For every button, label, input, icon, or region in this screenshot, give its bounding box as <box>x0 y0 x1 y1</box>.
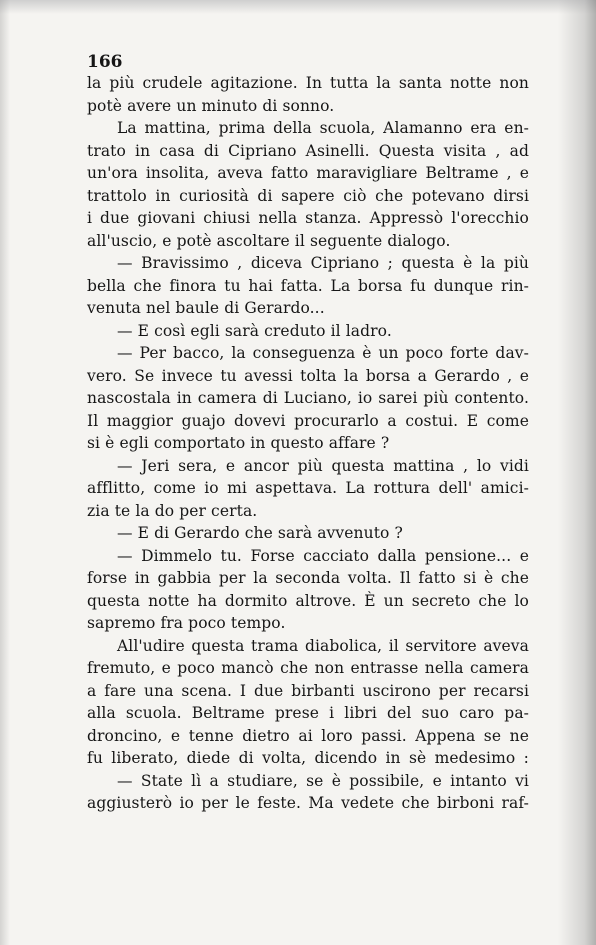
text-line: — E di Gerardo che sarà avvenuto ? <box>117 524 403 542</box>
text-line: trato in casa di Cipriano Asinelli. Questa visita , ad <box>87 141 529 160</box>
book-page <box>87 52 529 815</box>
text-line: forse in gabbia per la seconda volta. Il fatto si è che <box>87 569 529 587</box>
text-line: afflitto, come io mi aspettava. La rottura dell' amici- <box>87 479 529 497</box>
text-line: venuta nel baule di Gerardo... <box>87 299 325 317</box>
text-line: All'udire questa trama diabolica, il servitore aveva <box>117 636 529 655</box>
text-line: alla scuola. Beltrame prese i libri del suo caro pa- <box>87 704 529 722</box>
text-line: potè avere un minuto di sonno. <box>87 96 335 115</box>
text-line: droncino, e tenne dietro ai loro passi. Appena se ne <box>87 726 529 745</box>
text-line: i due giovani chiusi nella stanza. Appressò l'orecchio <box>87 209 529 227</box>
text-line: nascostala in camera di Luciano, io sarei più contento. <box>87 389 529 407</box>
scan-right-edge <box>558 0 596 945</box>
text-line: — E così egli sarà creduto il ladro. <box>117 321 392 340</box>
page-number: 166 <box>87 52 123 72</box>
text-line: — Dimmelo tu. Forse cacciato dalla pensione... e <box>117 546 529 565</box>
text-line: all'uscio, e potè ascoltare il seguente dialogo. <box>87 231 451 250</box>
text-line: zia te la do per certa. <box>87 501 258 520</box>
text-line: la più crudele agitazione. In tutta la santa notte non <box>87 74 529 92</box>
page-body-text <box>87 72 529 815</box>
text-line: La mattina, prima della scuola, Alamanno era en- <box>117 119 529 137</box>
text-line: — Per bacco, la conseguenza è un poco forte dav- <box>117 344 529 362</box>
text-line: vero. Se invece tu avessi tolta la borsa a Gerardo , e <box>87 366 529 385</box>
text-line: Il maggior guajo dovevi procurarlo a costui. E come <box>87 411 529 430</box>
text-line: sapremo fra poco tempo. <box>87 614 286 632</box>
text-line: questa notte ha dormito altrove. È un secreto che lo <box>87 591 529 610</box>
text-line: a fare una scena. I due birbanti uscirono per recarsi <box>87 681 529 700</box>
text-line: fu liberato, diede di volta, dicendo in sè medesimo : <box>87 749 529 767</box>
scan-left-edge <box>0 0 10 945</box>
text-line: trattolo in curiosità di sapere ciò che potevano dirsi <box>87 186 529 205</box>
text-line: bella che finora tu hai fatta. La borsa fu dunque rin- <box>87 276 529 295</box>
text-line: — Bravissimo , diceva Cipriano ; questa è la più <box>117 254 529 272</box>
scan-top-edge <box>0 0 596 14</box>
text-line: un'ora insolita, aveva fatto maravigliare Beltrame , e <box>87 164 529 182</box>
text-line: fremuto, e poco mancò che non entrasse nella camera <box>87 659 529 677</box>
text-line: — State lì a studiare, se è possibile, e intanto vi <box>117 771 529 790</box>
text-line: aggiusterò io per le feste. Ma vedete che birboni raf- <box>87 794 529 812</box>
text-line: — Jeri sera, e ancor più questa mattina , lo vidi <box>117 456 529 475</box>
text-line: si è egli comportato in questo affare ? <box>87 434 390 452</box>
